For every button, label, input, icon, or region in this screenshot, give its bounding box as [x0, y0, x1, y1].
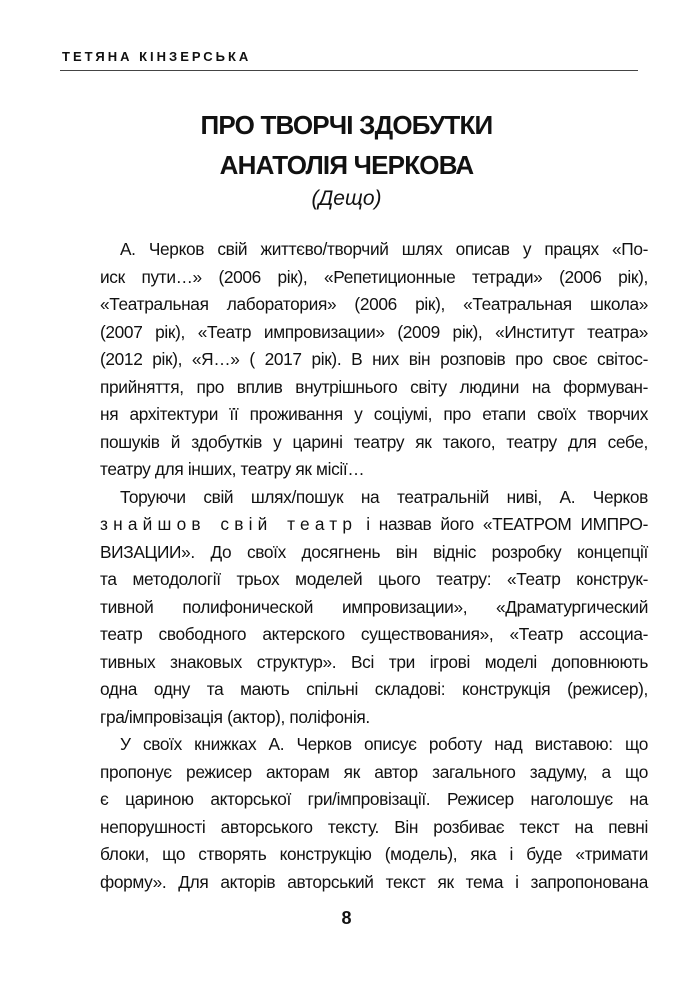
- text-line: Торуючи свій шлях/пошук на театральній ниві, А. Черков: [120, 486, 648, 507]
- header-rule: [60, 70, 638, 71]
- chapter-subtitle: (Дещо): [311, 187, 382, 210]
- text-line: є цариною акторської гри/імпровізації. Режисер наголошує на: [100, 789, 648, 809]
- text-line: гра/імпровізація (актор), поліфонія.: [100, 706, 370, 727]
- page-number: 8: [341, 908, 352, 928]
- text-line: тивных знаковых структур». Всі три ігрові моделі доповнюють: [100, 651, 648, 672]
- text-line: театру для інших, театру як місії…: [100, 459, 365, 479]
- text-line: ня архітектури її проживання у соціумі, про етапи своїх творчих: [100, 404, 648, 424]
- text-line: ВИЗАЦИИ». До своїх досягнень він відніс розробку концепції: [100, 541, 648, 562]
- text-line: (2007 рік), «Театр импровизации» (2009 рік), «Институт театра»: [100, 321, 648, 342]
- text-line: [100, 511, 648, 539]
- text-line: блоки, що створять конструкцію (модель), яка і буде «тримати: [100, 844, 648, 864]
- text-line: пропонує режисер акторам як автор загального задуму, а що: [100, 761, 648, 782]
- text-line: та методології трьох моделей цього театру: «Театр конструк-: [100, 569, 648, 589]
- text-line: театр свободного актерского существования», «Театр ассоциа-: [100, 624, 648, 644]
- text-line: непорушності авторського тексту. Він розбиває текст на певні: [100, 816, 648, 837]
- text-line: пошуків й здобутків у царині театру як такого, театру для себе,: [100, 431, 648, 452]
- spaced-emphasis: знайшов свій театр: [100, 514, 358, 534]
- text-line: форму». Для акторів авторський текст як тема і запропонована: [100, 871, 648, 892]
- text-line: «Театральная лаборатория» (2006 рік), «Театральная школа»: [100, 294, 648, 314]
- text-segment: і назвав його «ТЕАТРОМ ИМПРО-: [357, 514, 649, 534]
- chapter-title-line-2: АНАТОЛІЯ ЧЕРКОВА: [219, 150, 474, 180]
- body-text: [100, 236, 648, 896]
- text-line: иск пути…» (2006 рік), «Репетиционные тетради» (2006 рік),: [100, 266, 648, 287]
- text-line: одна одну та мають спільні складові: конструкція (режисер),: [100, 679, 648, 699]
- text-line: (2012 рік), «Я…» ( 2017 рік). В них він розповів про своє світос-: [100, 349, 648, 369]
- text-line: У своїх книжках А. Черков описує роботу над виставою: що: [120, 734, 648, 754]
- text-line: А. Черков свій життєво/творчий шлях описав у працях «По-: [120, 239, 648, 259]
- text-line: тивной полифонической импровизации», «Драматургический: [100, 596, 648, 617]
- text-line: прийняття, про вплив внутрішнього світу людини на формуван-: [100, 376, 648, 397]
- chapter-title-line-1: ПРО ТВОРЧІ ЗДОБУТКИ: [200, 110, 493, 140]
- running-head-author: ТЕТЯНА КІНЗЕРСЬКА: [62, 49, 252, 64]
